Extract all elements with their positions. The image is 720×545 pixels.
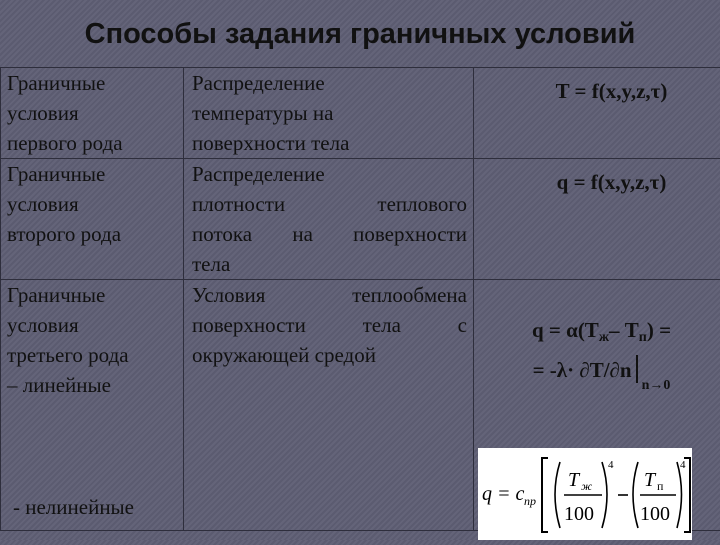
- formula-third-kind-linear: $q = \alpha(T_ж-$ $T_п$) = = $-\lambda\cdot \partial T/\partial n_{n\to 0}$: [474, 280, 720, 402]
- description-text: окружающей средой: [192, 340, 467, 370]
- formula-cell: [474, 159, 720, 280]
- svg-text:пр: пр: [524, 494, 536, 508]
- kind-text: Граничные: [7, 280, 183, 310]
- svg-text:4: 4: [608, 459, 614, 471]
- kind-text: условия: [7, 310, 183, 340]
- table-row: [1, 159, 720, 280]
- description-cell: [184, 159, 474, 280]
- radiation-formula-svg: [478, 448, 692, 540]
- description-cell: [184, 68, 474, 159]
- kind-text: Граничные: [7, 68, 183, 98]
- kind-text: первого рода: [7, 128, 183, 158]
- description-text: Распределение: [192, 68, 467, 98]
- svg-text:100: 100: [640, 503, 670, 525]
- kind-cell: [1, 68, 184, 159]
- svg-text:ж: ж: [581, 479, 592, 493]
- description-cell: [184, 280, 474, 531]
- svg-text:T: T: [568, 469, 581, 491]
- description-text: Распределение: [192, 159, 467, 189]
- kind-text: условия: [7, 189, 183, 219]
- description-text: поверхности тела с: [192, 310, 467, 340]
- slide-title: Способы задания граничных условий: [0, 18, 720, 51]
- kind-text: условия: [7, 98, 183, 128]
- kind-text: – линейные: [7, 370, 183, 400]
- svg-text:п: п: [657, 479, 664, 493]
- kind-text: второго рода: [7, 219, 183, 249]
- evaluation-bar: [636, 355, 638, 383]
- description-text: Условия теплообмена: [192, 280, 467, 310]
- svg-text:q = c: q = c: [482, 483, 524, 505]
- kind-cell: [1, 159, 184, 280]
- description-text: поверхности тела: [192, 128, 467, 158]
- formula-cell: [474, 68, 720, 159]
- svg-text:4: 4: [680, 459, 686, 471]
- formula-second-kind: q = f(x,y,z,τ): [474, 159, 720, 197]
- description-text: температуры на: [192, 98, 467, 128]
- table-row: [1, 68, 720, 159]
- kind-nonlinear-text: - нелинейные: [13, 492, 134, 522]
- description-text: плотности теплового: [192, 189, 467, 219]
- formula-first-kind: T = f(x,y,z,τ): [474, 68, 720, 106]
- kind-cell: [1, 280, 184, 531]
- svg-text:T: T: [644, 469, 657, 491]
- kind-text: третьего рода: [7, 340, 183, 370]
- formula-third-kind-nonlinear: [478, 448, 692, 540]
- kind-text: Граничные: [7, 159, 183, 189]
- description-text: потока на поверхности: [192, 219, 467, 249]
- svg-text:100: 100: [564, 503, 594, 525]
- description-text: тела: [192, 249, 467, 279]
